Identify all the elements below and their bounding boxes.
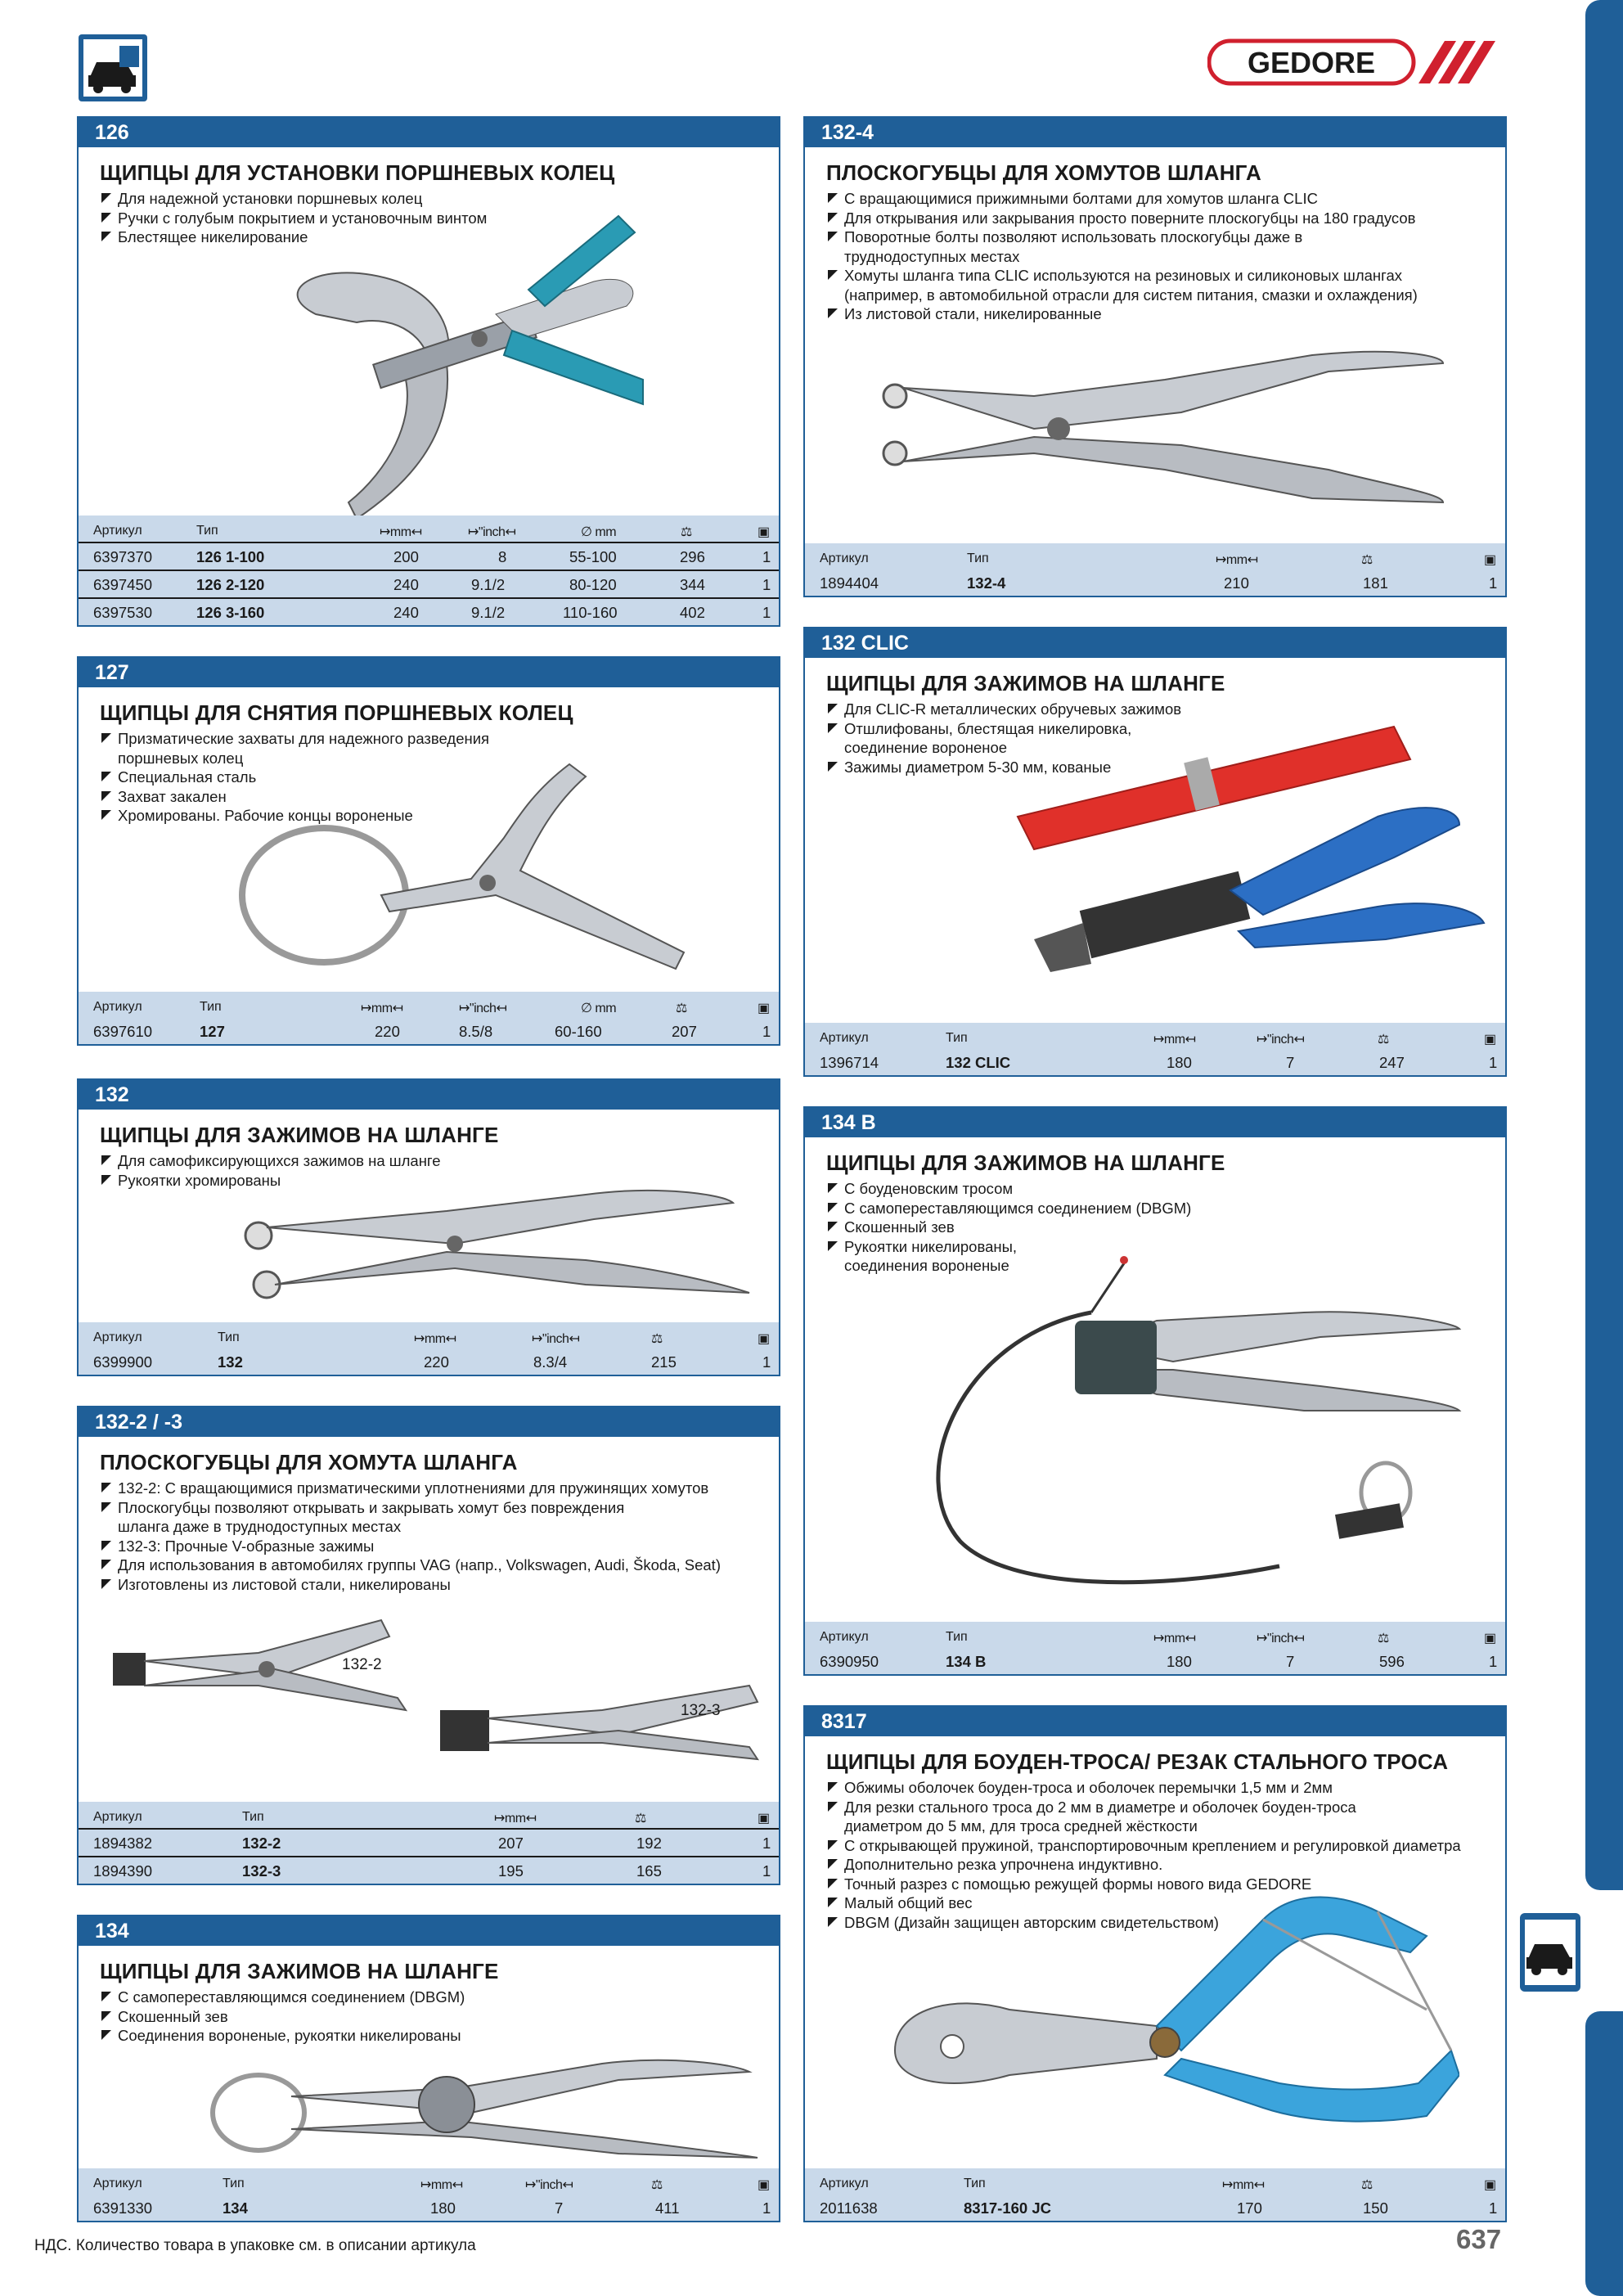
hose-clamp-pliers-132-2-image — [111, 1604, 471, 1718]
weight-icon: ⚖ — [1361, 2178, 1373, 2192]
length-mm-icon: ↦mm↤ — [1222, 2178, 1265, 2192]
car-tools-icon — [79, 34, 147, 101]
feature-item: Для использования в автомобилях группы VAG (напр., Volkswagen, Audi, Škoda, Seat) — [100, 1555, 779, 1575]
bowden-cable-pliers-image — [911, 1231, 1484, 1599]
page-number: 637 — [1456, 2224, 1502, 2254]
spec-table — [79, 1802, 779, 1884]
weight-icon: ⚖ — [1378, 1632, 1390, 1645]
spec-table — [79, 515, 779, 625]
feature-item: Хромированы. Рабочие концы вороненые — [100, 806, 779, 826]
spec-table — [805, 1023, 1505, 1075]
section-tab-top — [1585, 0, 1623, 1890]
feature-list — [826, 189, 1505, 324]
svg-text:GEDORE: GEDORE — [1247, 46, 1376, 79]
feature-item: Специальная сталь — [100, 768, 779, 787]
feature-item: Блестящее никелирование — [100, 227, 779, 247]
feature-item: Для самофиксирующихся зажимов на шланге — [100, 1151, 779, 1171]
product-code: 132-2 / -3 — [79, 1407, 779, 1437]
product-title: ЩИПЦЫ ДЛЯ ЗАЖИМОВ НА ШЛАНГЕ — [100, 1123, 499, 1147]
pack-qty-icon: ▣ — [758, 525, 771, 539]
feature-item: С боуденовским тросом — [826, 1179, 1505, 1199]
hose-clamp-pliers-image — [234, 1178, 758, 1309]
length-inch-icon: ↦"inch↤ — [468, 525, 516, 539]
feature-item: Скошенный зев — [100, 2007, 779, 2027]
feature-item: Точный разрез с помощью режущей формы нового вида GEDORE — [826, 1875, 1505, 1894]
pack-qty-icon: ▣ — [1484, 1632, 1497, 1645]
feature-item: Для надежной установки поршневых колец — [100, 189, 779, 209]
feature-item: Призматические захваты для надежного разведения поршневых колец — [100, 729, 779, 768]
product-code: 132-4 — [805, 118, 1505, 147]
table-row: 1894390 132-3 195 165 1 — [79, 1856, 779, 1884]
spec-header: Артикул Тип ↦mm↤ ↦"inch↤ ⚖ ▣ — [93, 2177, 771, 2192]
weight-icon: ⚖ — [1378, 1033, 1390, 1047]
car-tools-icon — [1520, 1913, 1580, 1992]
length-mm-icon: ↦mm↤ — [1153, 1632, 1196, 1645]
feature-item: Ручки с голубым покрытием и установочным винтом — [100, 209, 779, 228]
length-mm-icon: ↦mm↤ — [1216, 553, 1258, 567]
hose-clamp-pliers-132-4-image — [870, 347, 1459, 511]
feature-item: С открывающей пружиной, транспортировочным креплением и регулировкой диаметра — [826, 1836, 1505, 1856]
pack-qty-icon: ▣ — [1484, 553, 1497, 567]
feature-item: 132-3: Прочные V-образные зажимы — [100, 1537, 779, 1556]
length-mm-icon: ↦mm↤ — [420, 2178, 463, 2192]
length-mm-icon: ↦mm↤ — [361, 1002, 403, 1015]
pack-qty-icon: ▣ — [758, 1812, 771, 1826]
feature-item: Отшлифованы, блестящая никелировка, соединение вороненое — [826, 719, 1505, 758]
spec-header: Артикул Тип ↦mm↤ ↦"inch↤ ⚖ ▣ — [93, 1330, 771, 1346]
product-code: 126 — [79, 118, 779, 147]
feature-item: Малый общий вес — [826, 1893, 1505, 1913]
product-card-134 — [77, 1915, 780, 2222]
feature-item: Обжимы оболочек боуден-троса и оболочек перемычки 1,5 мм и 2мм — [826, 1778, 1505, 1798]
spec-header: Артикул Тип ↦mm↤ ↦"inch↤ ∅ mm ⚖ ▣ — [93, 1000, 771, 1015]
hose-clamp-pliers-132-3-image — [438, 1677, 766, 1767]
product-code: 8317 — [805, 1707, 1505, 1736]
feature-item: Из листовой стали, никелированные — [826, 304, 1505, 324]
spec-header: Артикул Тип ↦mm↤ ↦"inch↤ ⚖ ▣ — [820, 1630, 1497, 1645]
footer-note: НДС. Количество товара в упаковке см. в описании артикула — [34, 2237, 476, 2254]
clic-pliers-image — [1001, 694, 1492, 1005]
product-card-126 — [77, 116, 780, 627]
table-row: 1894382 132-2 207 192 1 — [79, 1828, 779, 1856]
product-code: 132 — [79, 1080, 779, 1110]
table-row: 1894404 132-4 210 181 1 — [820, 574, 1498, 592]
table-row: 2011638 8317-160 JC 170 150 1 — [820, 2199, 1498, 2217]
weight-icon: ⚖ — [681, 525, 693, 539]
table-row: 1396714 132 CLIC 180 7 247 1 — [820, 1054, 1498, 1071]
feature-item: 132-2: С вращающимися призматическими уплотнениями для пружинящих хомутов — [100, 1479, 779, 1498]
feature-item: Хомуты шланга типа CLIC используются на резиновых и силиконовых шлангах (например, в автомобильной отрасли для систем питания, смазки и охлаждения) — [826, 266, 1505, 304]
length-inch-icon: ↦"inch↤ — [1257, 1632, 1305, 1645]
product-title: ЩИПЦЫ ДЛЯ ЗАЖИМОВ НА ШЛАНГЕ — [826, 1150, 1225, 1175]
feature-item: Изготовлены из листовой стали, никелированы — [100, 1575, 779, 1595]
length-mm-icon: ↦mm↤ — [1153, 1033, 1196, 1047]
cable-cutter-image — [887, 1887, 1459, 2132]
pack-qty-icon: ▣ — [1484, 2178, 1497, 2192]
spec-header: Артикул Тип ↦mm↤ ⚖ ▣ — [820, 2177, 1497, 2192]
feature-list — [100, 1479, 779, 1594]
length-inch-icon: ↦"inch↤ — [1257, 1033, 1305, 1047]
spec-header: Артикул Тип ↦mm↤ ↦"inch↤ ∅ mm ⚖ ▣ — [93, 524, 771, 539]
pack-qty-icon: ▣ — [758, 1332, 771, 1346]
product-card-132-2-3 — [77, 1406, 780, 1885]
pack-qty-icon: ▣ — [758, 1002, 771, 1015]
feature-item: С самопереставляющимся соединением (DBGM) — [100, 1988, 779, 2007]
table-row: 6399900 132 220 8.3/4 215 1 — [93, 1353, 771, 1371]
feature-item: Дополнительно резка упрочнена индуктивно. — [826, 1855, 1505, 1875]
spec-header: Артикул Тип ↦mm↤ ↦"inch↤ ⚖ ▣ — [820, 1031, 1497, 1047]
feature-item: Скошенный зев — [826, 1218, 1505, 1237]
spec-table — [79, 1322, 779, 1375]
product-title: ПЛОСКОГУБЦЫ ДЛЯ ХОМУТОВ ШЛАНГА — [826, 160, 1261, 185]
pack-qty-icon: ▣ — [758, 2178, 771, 2192]
table-row: 6397450 126 2-120 240 9.1/2 80-120 344 1 — [79, 569, 779, 597]
feature-item: Для открывания или закрывания просто поверните плоскогубцы на 180 градусов — [826, 209, 1505, 228]
spec-table — [805, 1622, 1505, 1674]
gedore-logo — [1207, 38, 1502, 87]
product-code: 132 CLIC — [805, 628, 1505, 658]
spec-header: Артикул Тип ↦mm↤ ⚖ ▣ — [820, 551, 1497, 567]
table-row: 6391330 134 180 7 411 1 — [93, 2199, 771, 2217]
product-card-132 — [77, 1078, 780, 1376]
product-title: ЩИПЦЫ ДЛЯ СНЯТИЯ ПОРШНЕВЫХ КОЛЕЦ — [100, 700, 573, 725]
feature-item: Зажимы диаметром 5-30 мм, кованые — [826, 758, 1505, 777]
table-row: 6397610 127 220 8.5/8 60-160 207 1 — [93, 1023, 771, 1040]
callout-label: 132-2 — [342, 1656, 382, 1673]
feature-item: Рукоятки хромированы — [100, 1171, 779, 1191]
feature-item: Для CLIC-R металлических обручевых зажимов — [826, 700, 1505, 719]
feature-item: Поворотные болты позволяют использовать плоскогубцы даже в труднодоступных местах — [826, 227, 1505, 266]
weight-icon: ⚖ — [651, 2178, 663, 2192]
product-title: ЩИПЦЫ ДЛЯ ЗАЖИМОВ НА ШЛАНГЕ — [100, 1959, 499, 1983]
feature-item: Для резки стального троса до 2 мм в диаметре и оболочек боуден-троса диаметром до 5 мм, для троса средней жёсткости — [826, 1798, 1505, 1836]
diameter-mm-icon: ∅ mm — [581, 1002, 617, 1015]
spec-table — [805, 543, 1505, 596]
feature-item: Захват закален — [100, 787, 779, 807]
product-code: 127 — [79, 658, 779, 687]
table-row: 6397370 126 1-100 200 8 55-100 296 1 — [79, 542, 779, 569]
product-card-127 — [77, 656, 780, 1046]
length-inch-icon: ↦"inch↤ — [525, 2178, 573, 2192]
length-inch-icon: ↦"inch↤ — [532, 1332, 580, 1346]
weight-icon: ⚖ — [676, 1002, 688, 1015]
diameter-mm-icon: ∅ mm — [581, 525, 617, 539]
ring-removal-pliers-image — [226, 715, 766, 985]
weight-icon: ⚖ — [651, 1332, 663, 1346]
callout-label: 132-3 — [681, 1702, 721, 1719]
product-title: ЩИПЦЫ ДЛЯ УСТАНОВКИ ПОРШНЕВЫХ КОЛЕЦ — [100, 160, 615, 185]
length-mm-icon: ↦mm↤ — [414, 1332, 456, 1346]
product-card-132-clic — [803, 627, 1507, 1077]
length-mm-icon: ↦mm↤ — [380, 525, 422, 539]
product-code: 134 B — [805, 1108, 1505, 1137]
product-card-8317 — [803, 1705, 1507, 2222]
feature-item: DBGM (Дизайн защищен авторским свидетельством) — [826, 1913, 1505, 1933]
length-mm-icon: ↦mm↤ — [494, 1812, 537, 1826]
feature-item: Рукоятки никелированы, соединения вороненые — [826, 1237, 1505, 1276]
product-title: ЩИПЦЫ ДЛЯ ЗАЖИМОВ НА ШЛАНГЕ — [826, 671, 1225, 696]
product-title: ЩИПЦЫ ДЛЯ БОУДЕН-ТРОСА/ РЕЗАК СТАЛЬНОГО ТРОСА — [826, 1749, 1449, 1774]
spec-table — [805, 2168, 1505, 2221]
feature-item: Плоскогубцы позволяют открывать и закрывать хомут без повреждения шланга даже в труднодоступных местах — [100, 1498, 779, 1537]
product-code: 134 — [79, 1916, 779, 1946]
hose-clamp-pliers-134-image — [209, 2031, 766, 2170]
product-card-134-b — [803, 1106, 1507, 1676]
pack-qty-icon: ▣ — [1484, 1033, 1497, 1047]
product-card-132-4 — [803, 116, 1507, 597]
piston-ring-pliers-image — [234, 167, 659, 527]
length-inch-icon: ↦"inch↤ — [459, 1002, 507, 1015]
weight-icon: ⚖ — [635, 1812, 647, 1826]
spec-table — [79, 2168, 779, 2221]
table-row: 6397530 126 3-160 240 9.1/2 110-160 402 1 — [79, 597, 779, 625]
product-title: ПЛОСКОГУБЦЫ ДЛЯ ХОМУТА ШЛАНГА — [100, 1450, 518, 1474]
spec-header: Артикул Тип ↦mm↤ ⚖ ▣ — [93, 1810, 771, 1826]
weight-icon: ⚖ — [1361, 553, 1373, 567]
table-row: 6390950 134 B 180 7 596 1 — [820, 1653, 1498, 1670]
feature-item: С самопереставляющимся соединением (DBGM) — [826, 1199, 1505, 1218]
feature-item: С вращающимися прижимными болтами для хомутов шланга CLIC — [826, 189, 1505, 209]
feature-item: Соединения вороненые, рукоятки никелированы — [100, 2026, 779, 2046]
section-tab-bottom — [1585, 2011, 1623, 2296]
spec-table — [79, 992, 779, 1044]
